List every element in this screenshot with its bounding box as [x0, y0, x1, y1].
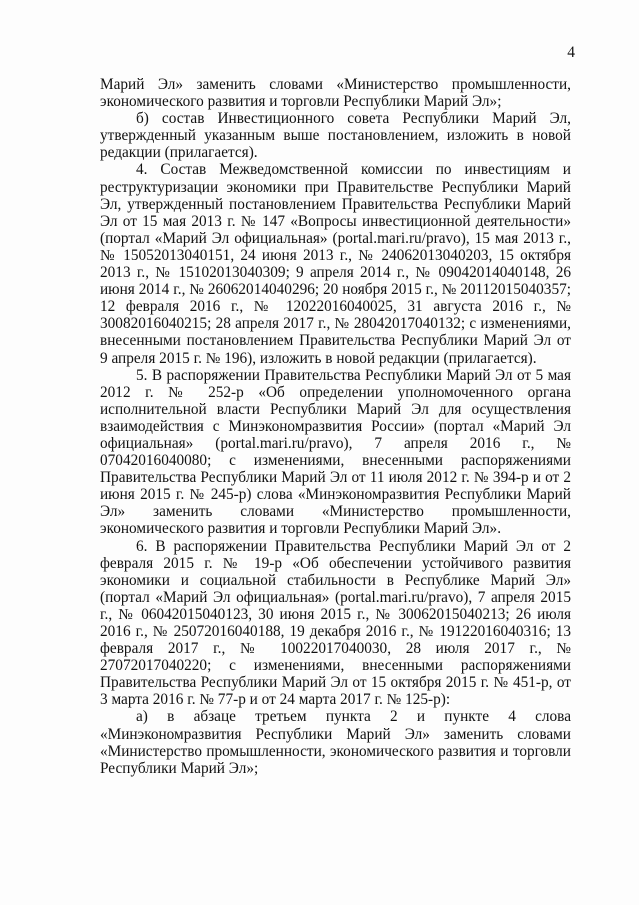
page-number: 4	[567, 44, 575, 61]
paragraph-item-5: 5. В распоряжении Правительства Республики Марий Эл от 5 мая 2012 г. № 252-р «Об определении уполномоченного органа исполнительной власти Республики Марий Эл для осуществления взаимодействия с Минэкономразвития России» (портал «Марий Эл официальная» (portal.mari.ru/pravo), 7 апреля 2016 г., № 07042016040080; с изменениями, внесенными распоряжениями Правительства Республики Марий Эл от 11 июля 2012 г. № 394-р и от 2 июня 2015 г. № 245-р) слова «Минэкономразвития Республики Марий Эл» заменить словами «Министерство промышленности, экономического развития и торговли Республики Марий Эл».	[100, 366, 571, 538]
document-body	[100, 76, 571, 777]
paragraph-item-4: 4. Состав Межведомственной комиссии по инвестициям и реструктуризации экономики при Правительстве Республики Марий Эл, утвержденный постановлением Правительства Республики Марий Эл от 15 мая 2013 г. № 147 «Вопросы инвестиционной деятельности» (портал «Марий Эл официальная» (portal.mari.ru/pravo), 15 мая 2013 г., № 15052013040151, 24 июня 2013 г., № 24062013040203, 15 октября 2013 г., № 15102013040309; 9 апреля 2014 г., № 09042014040148, 26 июня 2014 г., № 26062014040296; 20 ноября 2015 г., № 20112015040357; 12 февраля 2016 г., № 12022016040025, 31 августа 2016 г., № 30082016040215; 28 апреля 2017 г., № 28042017040132; с изменениями, внесенными постановлением Правительства Республики Марий Эл от 9 апреля 2015 г. № 196), изложить в новой редакции (прилагается).	[100, 161, 571, 367]
paragraph-continuation: Марий Эл» заменить словами «Министерство промышленности, экономического развития и торговли Республики Марий Эл»;	[100, 76, 571, 111]
paragraph-item-6: 6. В распоряжении Правительства Республики Марий Эл от 2 февраля 2015 г. № 19-р «Об обеспечении устойчивого развития экономики и социальной стабильности в Республике Марий Эл» (портал «Марий Эл официальная» (portal.mari.ru/pravo), 7 апреля 2015 г., № 06042015040123, 30 июня 2015 г., № 30062015040213; 26 июля 2016 г., № 25072016040188, 19 декабря 2016 г., № 19122016040316; 13 февраля 2017 г., № 10022017040030, 28 июля 2017 г., № 27072017040220; с изменениями, внесенными распоряжениями Правительства Республики Марий Эл от 15 октября 2015 г. № 451-р, от 3 марта 2016 г. № 77-р и от 24 марта 2017 г. № 125-р):	[100, 537, 571, 709]
paragraph-item-b: б) состав Инвестиционного совета Республики Марий Эл, утвержденный указанным выше постановлением, изложить в новой редакции (прилагается).	[100, 110, 571, 162]
paragraph-item-a: а) в абзаце третьем пункта 2 и пункте 4 слова «Минэкономразвития Республики Марий Эл» заменить словами «Министерство промышленности, экономического развития и торговли Республики Марий Эл»;	[100, 708, 571, 777]
